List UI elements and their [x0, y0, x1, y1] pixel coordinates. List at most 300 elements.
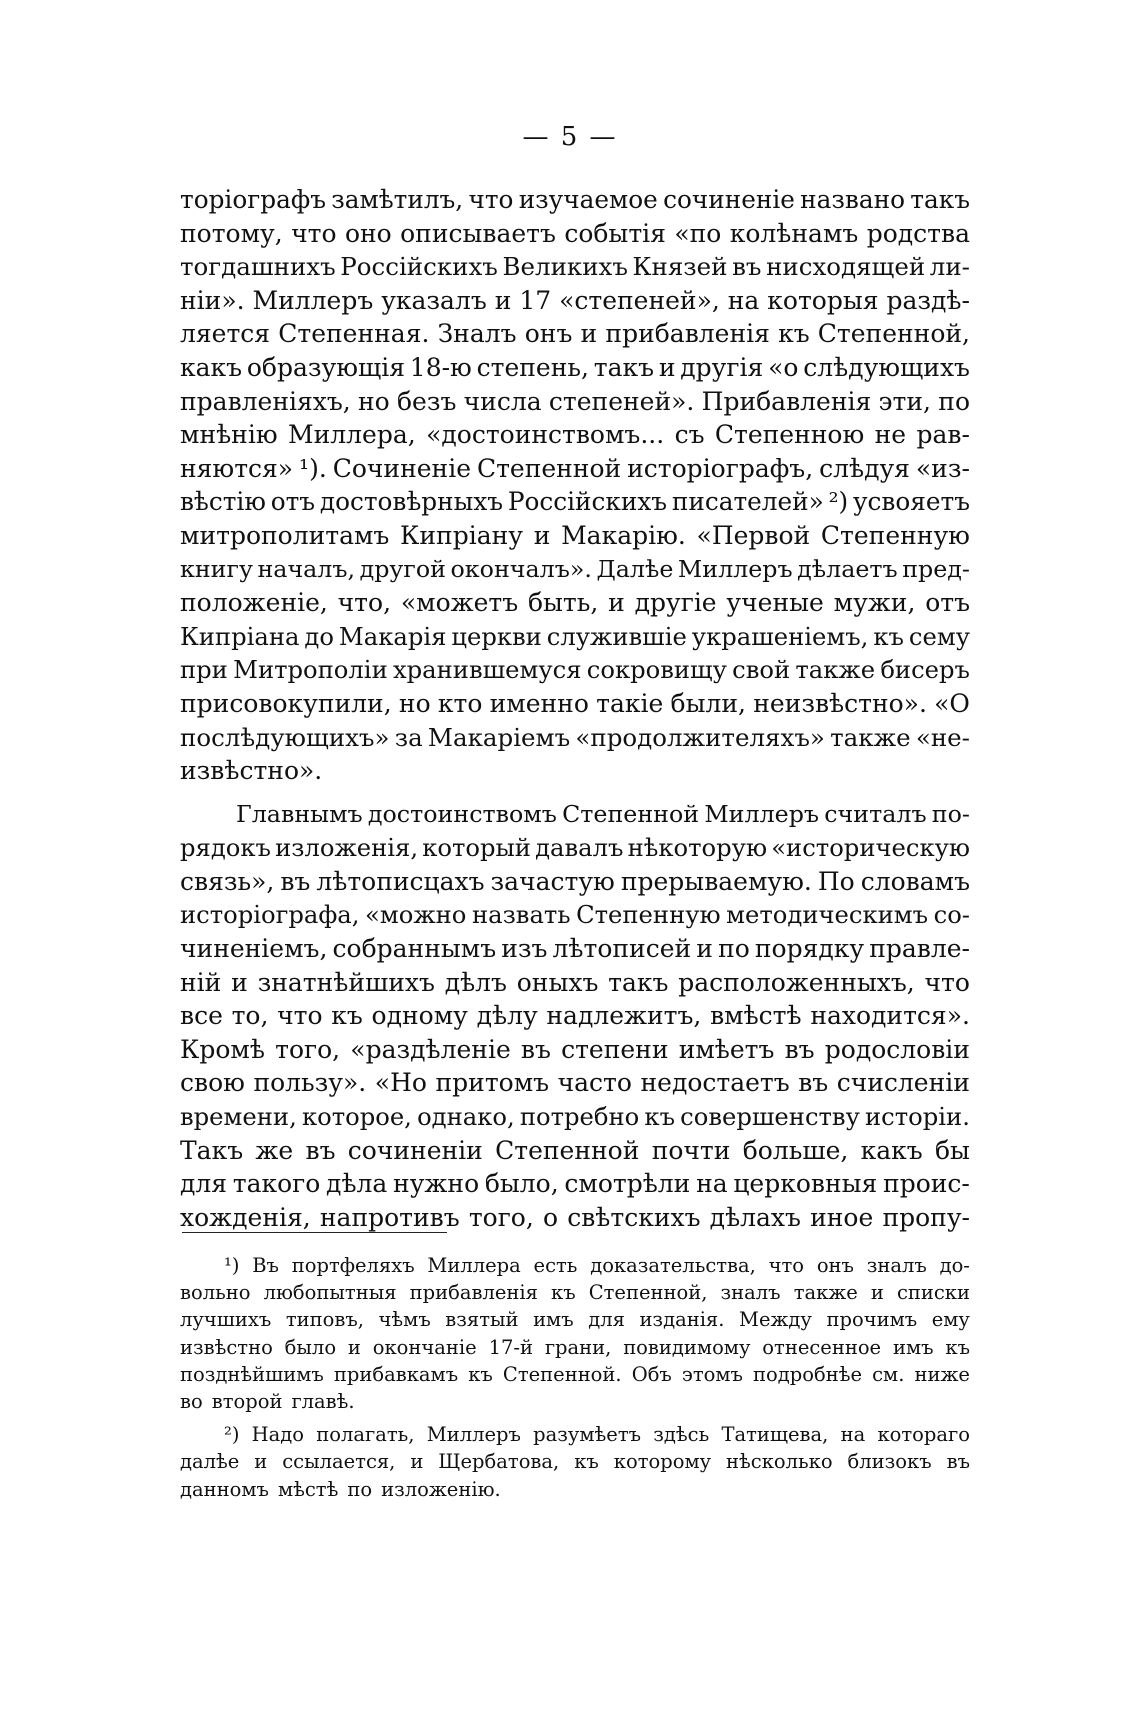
word: свою [180, 1068, 245, 1098]
word: прибавленія [409, 1281, 538, 1305]
footnote-line [180, 1279, 970, 1306]
word: Щербатова, [438, 1450, 560, 1474]
word: другой [359, 554, 446, 583]
word: къ [468, 1362, 493, 1386]
word: дѣла [326, 1169, 388, 1199]
word: сочиненіи [347, 1135, 483, 1165]
word: присовокупили, [180, 688, 392, 718]
word: лѣтописцахъ [316, 866, 485, 896]
word: раздѣ- [886, 285, 970, 315]
word: ученые [726, 588, 824, 618]
text-line [180, 485, 970, 519]
word: къ [873, 621, 904, 651]
word: По [817, 866, 855, 896]
word: Миллеръ [252, 285, 374, 315]
word: назвать [471, 900, 571, 930]
word: къ [778, 319, 810, 349]
footnote-line [180, 1476, 970, 1503]
word: изложенію. [381, 1477, 501, 1501]
word: «историческую [771, 833, 970, 863]
word: 17 [519, 285, 552, 315]
word: такъ [593, 352, 655, 382]
word: на [840, 1423, 866, 1447]
word: какъ [180, 352, 243, 382]
word: иное [810, 1202, 874, 1232]
word: грани, [544, 1335, 612, 1359]
word: «не- [915, 722, 970, 752]
word: на [727, 285, 760, 315]
word: «Первой [696, 520, 811, 550]
word: хожденія, [180, 1202, 311, 1232]
word: отъ [925, 588, 970, 618]
footnote-line [180, 1361, 970, 1388]
word: одному [371, 1001, 468, 1031]
word: прерываемую. [620, 866, 812, 896]
text-line [180, 721, 970, 755]
word: разумѣетъ [533, 1423, 642, 1447]
word: сему [908, 621, 970, 651]
word: см. [872, 1362, 905, 1386]
word: Степенной [562, 799, 700, 828]
word: въ [946, 1450, 970, 1474]
word: прочимъ [826, 1308, 918, 1332]
word: до [304, 621, 334, 651]
text-line [180, 250, 970, 284]
word: неизвѣстно». [753, 688, 927, 718]
word: лучшихъ [180, 1308, 272, 1332]
word: нѣкоторую [627, 833, 768, 863]
word: были, [670, 688, 746, 718]
word: что [468, 185, 514, 214]
footnote-line [180, 1306, 970, 1333]
word: прибавленія [605, 319, 770, 349]
word: то, [231, 1001, 269, 1031]
word: любопытныя [263, 1281, 397, 1305]
word: извѣстно [180, 1335, 273, 1359]
word: изъ [501, 934, 548, 964]
word: Князей [632, 252, 728, 282]
word: было [284, 1335, 337, 1359]
word: такого [232, 1169, 321, 1199]
text-line [180, 519, 970, 553]
word: Великихъ [502, 252, 628, 282]
word: считалъ [824, 799, 927, 828]
word: какъ [860, 1135, 923, 1165]
footnotes [180, 1252, 970, 1503]
word: родства [866, 218, 970, 248]
word: который [422, 833, 531, 863]
word: Миллеръ [426, 1423, 521, 1447]
word: другіе [634, 588, 717, 618]
word: этомъ [681, 1362, 743, 1386]
word: усвояетъ [853, 487, 970, 517]
word: Степенной, [817, 319, 970, 349]
paragraph-gap [180, 788, 970, 798]
word: писателей» [671, 487, 824, 517]
word: такіе [596, 688, 664, 718]
word: мѣстѣ [277, 1477, 339, 1501]
word: портфеляхъ [291, 1254, 415, 1277]
word: Сочиненіе [332, 453, 471, 483]
word: «О [934, 688, 970, 718]
word: Кипріана [180, 621, 300, 651]
word: и [231, 967, 248, 997]
word: Россійскихъ [340, 252, 498, 282]
text-line [180, 754, 970, 788]
word: ¹). [299, 453, 327, 483]
word: потребно [519, 1102, 640, 1132]
word: Татищева, [721, 1423, 829, 1447]
word: Главнымъ [236, 799, 363, 828]
word: 18-ю [409, 352, 472, 382]
text-line [180, 284, 970, 318]
word: Миллера [427, 1254, 521, 1277]
word: степени [561, 1034, 669, 1064]
text-line [180, 217, 970, 251]
word: Такъ [180, 1135, 244, 1165]
word: также [793, 1281, 858, 1305]
word: Степенной, [588, 1281, 708, 1305]
word: «о [768, 352, 799, 382]
word: близокъ [847, 1450, 932, 1474]
word: Миллера, [288, 420, 416, 450]
word: слѣдующихъ [803, 352, 970, 382]
word: пропу- [882, 1202, 970, 1232]
word: которое, [301, 1102, 412, 1132]
word: церкви [451, 621, 542, 651]
word: вольно [180, 1281, 251, 1305]
word: вмѣстѣ [710, 1001, 802, 1031]
text-line [180, 553, 970, 587]
word: находится». [810, 1001, 970, 1031]
word: времени, [180, 1102, 297, 1132]
word: бы [934, 1135, 970, 1165]
word: и [533, 520, 551, 550]
word: Далѣе [596, 554, 674, 583]
word: смотрѣли [564, 1169, 691, 1199]
word: онъ [524, 319, 573, 349]
word: но [357, 386, 390, 416]
word: для [180, 1169, 228, 1199]
word: и [696, 934, 713, 964]
word: къ [331, 1001, 363, 1031]
word: торіографъ [180, 185, 326, 214]
footnote-line [180, 1334, 970, 1361]
word: «раздѣленіе [350, 1034, 511, 1064]
word: списки [896, 1281, 970, 1305]
word: второй [211, 1389, 283, 1413]
word: что [768, 1254, 805, 1277]
word: правле- [869, 934, 970, 964]
word: ли- [929, 252, 970, 282]
footnote-line [180, 1388, 970, 1415]
word: къ [644, 1102, 676, 1132]
word: изданія. [639, 1308, 725, 1332]
word: дѣлаетъ [797, 554, 898, 583]
word: имѣетъ [678, 1034, 775, 1064]
word: онъ [816, 1254, 854, 1277]
word: сокровищу [586, 655, 727, 685]
word: книгу [180, 554, 253, 583]
word: часто [557, 1068, 632, 1098]
word: и [410, 1450, 424, 1474]
word: и [608, 588, 625, 618]
text-line [180, 966, 970, 1000]
word: больше, [742, 1135, 849, 1165]
word: правленіяхъ, [180, 386, 351, 416]
word: давалъ [535, 833, 624, 863]
word: дѣлъ [444, 967, 507, 997]
word: мнѣнію [180, 420, 278, 450]
word: и [254, 1450, 268, 1474]
word: колѣнамъ [729, 218, 859, 248]
word: и [580, 319, 598, 349]
word: ляется [180, 319, 271, 349]
main-text [180, 183, 970, 1234]
word: Степенной [495, 1135, 640, 1165]
word: подробнѣе [753, 1362, 863, 1386]
word: и [494, 285, 512, 315]
word: окончаніе [372, 1335, 477, 1359]
word: однако, [417, 1102, 515, 1132]
word: положеніе, [180, 588, 328, 618]
text-line [180, 1066, 970, 1100]
word: здѣсь [653, 1423, 710, 1447]
word: типовъ, [285, 1308, 364, 1332]
word: Степенная. [278, 319, 430, 349]
word: замѣтилъ, [331, 185, 464, 214]
word: проис- [883, 1169, 970, 1199]
word: по- [931, 799, 970, 828]
word: церковныя [733, 1169, 878, 1199]
word: отъ [270, 487, 316, 517]
word: и [347, 1335, 361, 1359]
word: извѣстно». [180, 756, 323, 786]
footnote-line [180, 1448, 970, 1475]
word: указалъ [381, 285, 487, 315]
word: въ [280, 866, 311, 896]
word: надлежитъ, [546, 1001, 702, 1031]
word: Прибавленія [701, 386, 872, 416]
text-line [180, 183, 970, 217]
footnote-line [180, 1252, 970, 1279]
word: «достоинствомъ... [426, 420, 665, 450]
word: Степенную [576, 900, 721, 930]
word: было, [484, 1169, 559, 1199]
word: нужно [393, 1169, 480, 1199]
word: притомъ [435, 1068, 550, 1098]
word: достовѣрныхъ [319, 487, 504, 517]
word: служившіе [546, 621, 687, 651]
word: напротивъ [319, 1202, 460, 1232]
word: такъ [608, 967, 669, 997]
word: степеней». [548, 386, 695, 416]
word: слѣдуя [819, 453, 910, 483]
word: позднѣйшимъ [180, 1362, 324, 1386]
word: о [542, 1202, 559, 1232]
word: чиненіемъ, [180, 934, 328, 964]
word: Кипріану [400, 520, 523, 550]
word: эти, [878, 386, 931, 416]
word: мужи, [833, 588, 916, 618]
word: событія [564, 218, 666, 248]
word: «по [674, 218, 722, 248]
word: данномъ [180, 1477, 269, 1501]
word: не [874, 420, 907, 450]
word: изучаемое [518, 185, 658, 214]
word: счисленіи [836, 1068, 970, 1098]
word: прибавкамъ [333, 1362, 459, 1386]
word: зналъ [866, 1254, 927, 1277]
word: няются» [180, 453, 294, 483]
text-line [180, 317, 970, 351]
text-line [180, 653, 970, 687]
word: вѣстію [180, 487, 266, 517]
word: ²) [224, 1423, 240, 1447]
word: собраннымъ [332, 934, 497, 964]
word: окончалъ». [450, 554, 592, 583]
word: же [255, 1135, 294, 1165]
word: Степенною [714, 420, 865, 450]
word: совершенству [680, 1102, 860, 1132]
footnote-divider [182, 1232, 447, 1233]
word: ²) [828, 487, 849, 517]
word: бисеръ [880, 655, 970, 685]
word: рядокъ [180, 833, 271, 863]
word: что, [337, 588, 392, 618]
word: методическимъ [726, 900, 929, 930]
word: «продолжителяхъ» [575, 722, 825, 752]
word: лѣтописей [552, 934, 692, 964]
word: безъ [396, 386, 457, 416]
word: такъ [910, 185, 970, 214]
word: для [588, 1308, 625, 1332]
word: «можетъ [400, 588, 519, 618]
word: которыя [767, 285, 879, 315]
word: ній [180, 967, 222, 997]
word: къ [945, 1335, 970, 1359]
word: и [658, 352, 676, 382]
word: въ [798, 1068, 829, 1098]
text-line [180, 351, 970, 385]
text-line [180, 865, 970, 899]
word: зналъ [720, 1281, 781, 1305]
word: «степеней», [559, 285, 720, 315]
word: ему [931, 1308, 970, 1332]
word: знатнѣйшихъ [257, 967, 435, 997]
word: Зналъ [437, 319, 517, 349]
word: Между [738, 1308, 812, 1332]
word: Объ [631, 1362, 672, 1386]
word: за [394, 722, 423, 752]
word: полагать, [316, 1423, 415, 1447]
word: расположенныхъ, [678, 967, 915, 997]
word: родословіи [824, 1034, 970, 1064]
word: сочиненіе [663, 185, 795, 214]
word: порядку [754, 934, 865, 964]
word: оныхъ [516, 967, 599, 997]
word: недостаетъ [640, 1068, 790, 1098]
word: ниже [914, 1362, 970, 1386]
word: при [180, 655, 228, 685]
word: ссылается, [282, 1450, 396, 1474]
word: и [870, 1281, 884, 1305]
word: доказательства, [590, 1254, 756, 1277]
word: украшеніемъ, [691, 621, 869, 651]
word: оно [344, 218, 392, 248]
text-line [180, 418, 970, 452]
word: исторіографъ, [627, 453, 814, 483]
word: Миллеръ [677, 554, 793, 583]
word: Миллеръ [704, 799, 820, 828]
word: по [938, 386, 970, 416]
word: все [180, 1001, 223, 1031]
word: по [347, 1477, 373, 1501]
text-line [180, 1167, 970, 1201]
word: нисходящей [766, 252, 926, 282]
word: «Но [374, 1068, 427, 1098]
word: имъ [892, 1335, 934, 1359]
text-line [180, 798, 970, 832]
word: въ [305, 1135, 336, 1165]
word: Макарію. [561, 520, 686, 550]
text-line [180, 1134, 970, 1168]
word: но [398, 688, 431, 718]
word: котораго [877, 1423, 970, 1447]
word: почти [651, 1135, 731, 1165]
word: именно [489, 688, 589, 718]
word: исторіи. [865, 1102, 970, 1132]
word: рав- [916, 420, 970, 450]
word: Степенной [476, 453, 622, 483]
word: хранившемуся [392, 655, 582, 685]
word: также [795, 655, 876, 685]
word: что [277, 1001, 323, 1031]
word: что [924, 967, 970, 997]
text-line [180, 999, 970, 1033]
word: Надо [251, 1423, 305, 1447]
word: числа [463, 386, 542, 416]
word: до- [939, 1254, 970, 1277]
text-line [180, 1201, 970, 1235]
word: свой [732, 655, 791, 685]
word: ніи». [180, 285, 245, 315]
word: потому, [180, 218, 283, 248]
word: словамъ [860, 866, 970, 896]
word: въ [732, 252, 762, 282]
word: въ [784, 1034, 815, 1064]
word: митрополитамъ [180, 520, 390, 550]
footnote-line [180, 1421, 970, 1448]
word: кто [437, 688, 483, 718]
word: изложенія, [275, 833, 419, 863]
word: къ [551, 1281, 576, 1305]
word: главѣ. [291, 1389, 355, 1413]
word: связь», [180, 866, 275, 896]
word: на [696, 1169, 728, 1199]
word: свѣтскихъ [567, 1202, 701, 1232]
word: 17-й [488, 1335, 533, 1359]
word: Митрополіи [233, 655, 388, 685]
word: по [718, 934, 750, 964]
word: отнесенное [762, 1335, 882, 1359]
text-line [180, 1033, 970, 1067]
word: Кромѣ [180, 1034, 265, 1064]
word: Макарія [338, 621, 447, 651]
text-line [180, 898, 970, 932]
word: тогдашнихъ [180, 252, 336, 282]
word: взятый [445, 1308, 519, 1332]
